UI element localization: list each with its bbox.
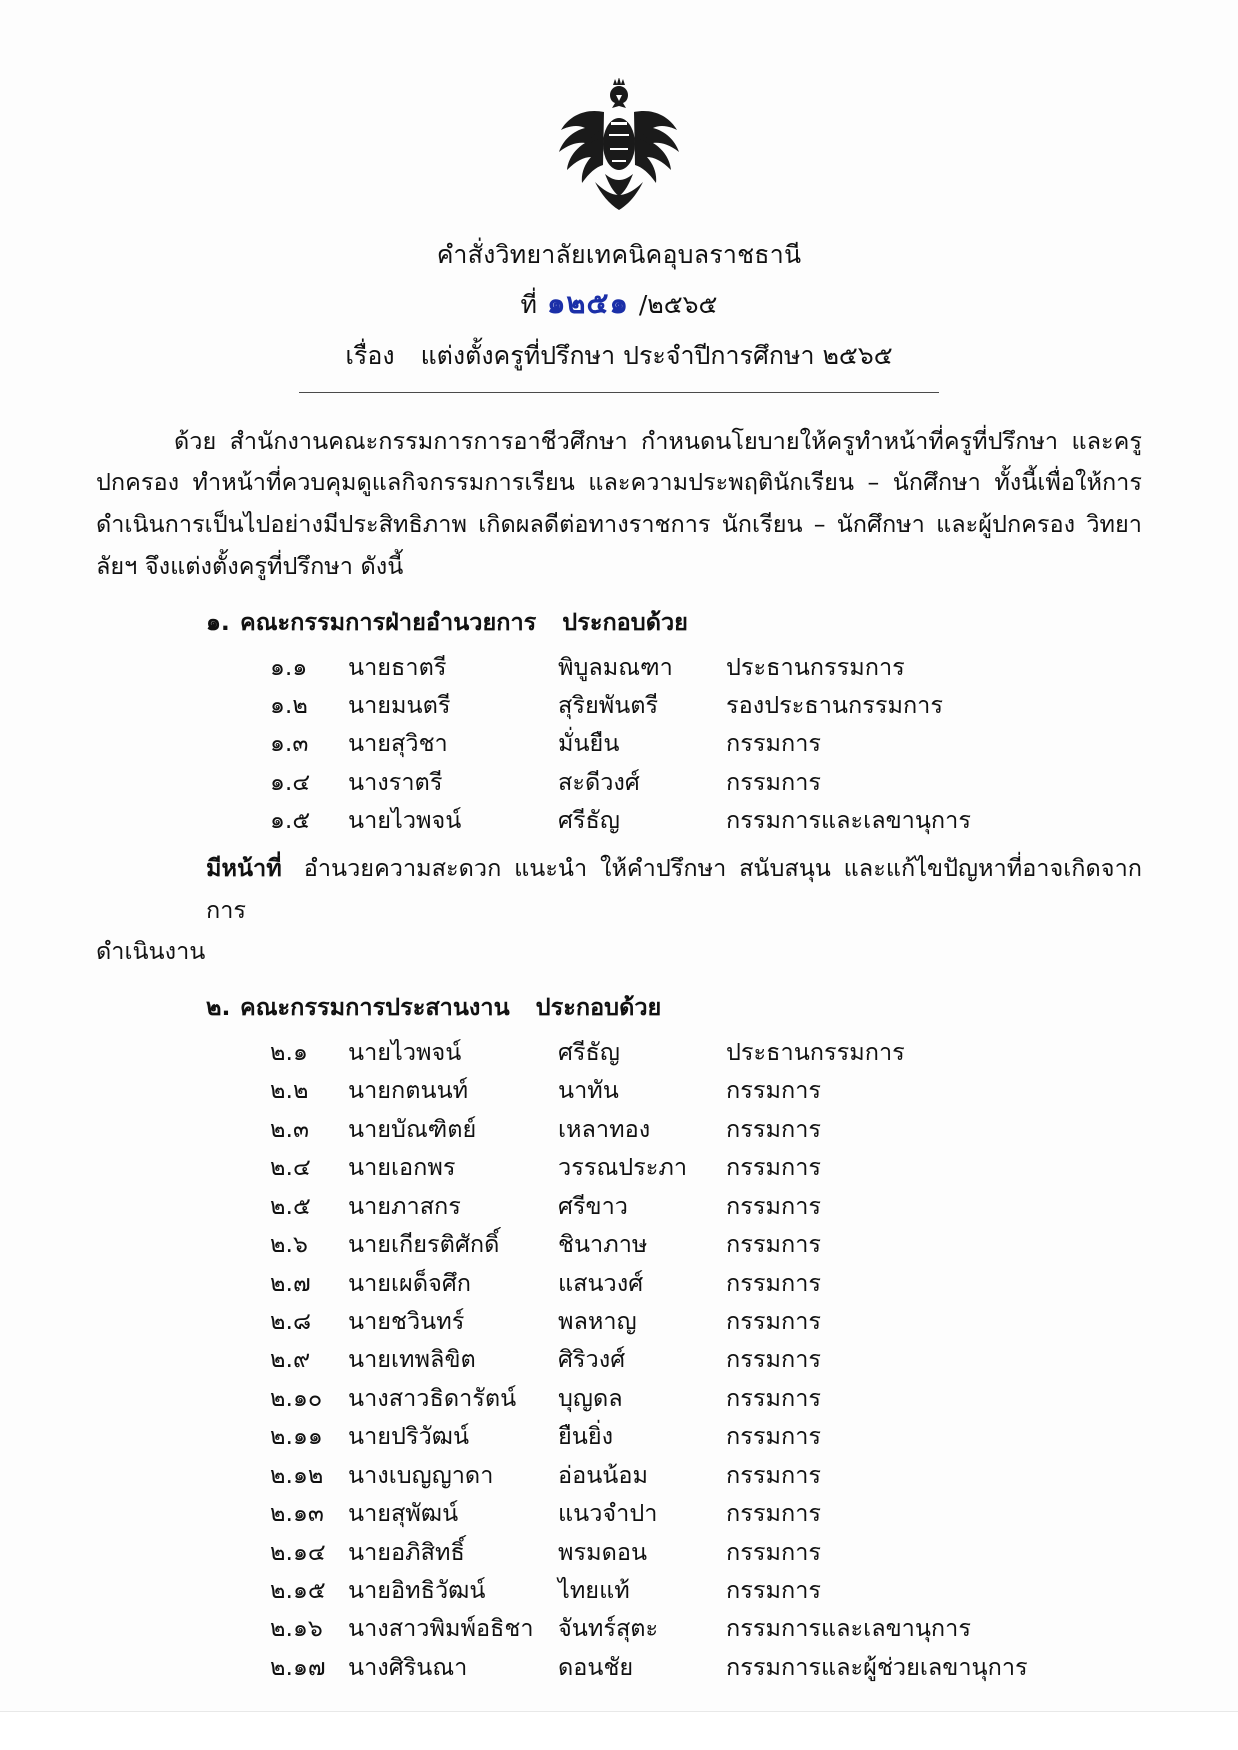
subject-text: แต่งตั้งครูที่ปรึกษา ประจำปีการศึกษา ๒๕๖๕ bbox=[420, 340, 893, 370]
document-number-line bbox=[0, 280, 1238, 326]
member-surname: ดอนชัย bbox=[558, 1652, 634, 1681]
section-number-1: ๑. bbox=[206, 607, 230, 636]
member-number: ๒.๕ bbox=[270, 1191, 311, 1220]
member-number: ๒.๘ bbox=[270, 1307, 312, 1336]
header-divider bbox=[299, 392, 939, 393]
member-number: ๒.๑๗ bbox=[270, 1652, 326, 1681]
member-role: รองประธานกรรมการ bbox=[726, 691, 943, 720]
member-name: นายบัณฑิตย์ bbox=[348, 1114, 477, 1143]
duty-paragraph-1-cont bbox=[96, 931, 1142, 973]
member-surname: อ่อนน้อม bbox=[558, 1460, 648, 1489]
member-name: นางสาวพิมพ์อธิชา bbox=[348, 1614, 534, 1643]
member-role: กรรมการและผู้ช่วยเลขานุการ bbox=[726, 1652, 1028, 1681]
member-number: ๒.๓ bbox=[270, 1114, 310, 1143]
section-title-2: คณะกรรมการประสานงาน bbox=[240, 993, 510, 1022]
member-name: นายชวินทร์ bbox=[348, 1307, 465, 1336]
member-role: ประธานกรรมการ bbox=[726, 652, 905, 681]
document-number-separator: / bbox=[638, 289, 648, 319]
member-number: ๒.๔ bbox=[270, 1153, 311, 1182]
member-name: นายสุพัฒน์ bbox=[348, 1499, 459, 1528]
table-row bbox=[270, 1648, 1046, 1686]
table-row bbox=[270, 1456, 1046, 1494]
table-row bbox=[270, 1033, 1046, 1071]
document-year: ๒๕๖๕ bbox=[647, 289, 718, 319]
member-surname: มั่นยืน bbox=[558, 729, 620, 758]
member-number: ๑.๔ bbox=[270, 767, 311, 796]
section-number-2: ๒. bbox=[206, 993, 231, 1022]
section-title-1: คณะกรรมการฝ่ายอำนวยการ bbox=[240, 607, 537, 636]
member-role: กรรมการ bbox=[726, 1499, 822, 1528]
page-title: คำสั่งวิทยาลัยเทคนิคอุบลราชธานี bbox=[436, 240, 802, 269]
intro-paragraph bbox=[96, 421, 1142, 588]
member-name: นายเผด็จศึก bbox=[348, 1268, 472, 1297]
member-name: นางศิรินณา bbox=[348, 1652, 468, 1681]
member-surname: ศรีธัญ bbox=[558, 1038, 620, 1067]
member-surname: ศิริวงศ์ bbox=[558, 1345, 626, 1374]
member-name: นายสุวิชา bbox=[348, 729, 448, 758]
document-number-value: ๑๒๕๑ bbox=[546, 285, 629, 320]
member-role: กรรมการ bbox=[726, 1230, 822, 1259]
member-surname: แสนวงศ์ bbox=[558, 1268, 644, 1297]
document-number-label: ที่ bbox=[520, 289, 538, 319]
member-role: กรรมการ bbox=[726, 1383, 822, 1412]
member-surname: ไทยแท้ bbox=[558, 1575, 630, 1604]
member-name: นายอภิสิทธิ์ bbox=[348, 1537, 465, 1566]
member-number: ๒.๑๕ bbox=[270, 1575, 326, 1604]
member-number: ๑.๒ bbox=[270, 691, 308, 720]
member-number: ๒.๒ bbox=[270, 1076, 309, 1105]
member-name: นางสาวธิดารัตน์ bbox=[348, 1383, 517, 1412]
subject-label: เรื่อง bbox=[345, 340, 395, 370]
member-surname: เหลาทอง bbox=[558, 1114, 651, 1143]
section-heading-2 bbox=[96, 987, 1142, 1029]
document-header bbox=[0, 236, 1238, 393]
member-surname: ยืนยิ่ง bbox=[558, 1422, 614, 1451]
member-number: ๑.๑ bbox=[270, 652, 308, 681]
member-surname: วรรณประภา bbox=[558, 1153, 688, 1182]
member-role: กรรมการ bbox=[726, 1268, 822, 1297]
intro-paragraph-text: ด้วย สำนักงานคณะกรรมการการอาชีวศึกษา กำหนดนโยบายให้ครูทำหน้าที่ครูที่ปรึกษา และครูปกครอง ทำหน้าที่ควบคุมดูแลกิจกรรมการเรียน และความประพฤตินักเรียน – นักศึกษา ทั้งนี้เพื่อให้การดำเนินการเป็นไปอย่างมีประสิทธิภาพ เกิดผลดีต่อทางราชการ นักเรียน – นักศึกษา และผู้ปกครอง วิทยาลัยฯ จึงแต่งตั้งครูที่ปรึกษา ดังนี้ bbox=[96, 426, 1142, 580]
table-row bbox=[270, 1071, 1046, 1109]
table-row bbox=[270, 686, 1046, 724]
table-row bbox=[270, 763, 1046, 801]
table-row bbox=[270, 801, 1046, 839]
table-row bbox=[270, 1225, 1046, 1263]
table-row bbox=[270, 1379, 1046, 1417]
member-number: ๒.๑๓ bbox=[270, 1499, 324, 1528]
member-surname: สะดีวงศ์ bbox=[558, 767, 640, 796]
duty-paragraph-1 bbox=[96, 848, 1142, 932]
member-surname: พิบูลมณฑา bbox=[558, 652, 673, 681]
table-row bbox=[270, 1110, 1046, 1148]
member-number: ๒.๗ bbox=[270, 1268, 311, 1297]
duty-label: มีหน้าที่ bbox=[206, 853, 282, 882]
member-role: กรรมการและเลขานุการ bbox=[726, 1614, 971, 1643]
emblem-container bbox=[0, 0, 1238, 218]
member-name: นายเอกพร bbox=[348, 1153, 456, 1182]
table-row bbox=[270, 1187, 1046, 1225]
section-heading-1 bbox=[96, 602, 1142, 644]
member-role: กรรมการ bbox=[726, 729, 822, 758]
member-role: กรรมการ bbox=[726, 1076, 822, 1105]
table-row bbox=[270, 648, 1046, 686]
member-name: นายกตนนท์ bbox=[348, 1076, 469, 1105]
member-table-1 bbox=[270, 648, 1046, 840]
member-number: ๒.๑๑ bbox=[270, 1422, 323, 1451]
member-role: กรรมการ bbox=[726, 767, 822, 796]
member-name: นายมนตรี bbox=[348, 691, 451, 720]
member-role: กรรมการ bbox=[726, 1460, 822, 1489]
table-row bbox=[270, 1533, 1046, 1571]
member-role: กรรมการ bbox=[726, 1307, 822, 1336]
member-role: กรรมการ bbox=[726, 1422, 822, 1451]
member-name: นายอิทธิวัฒน์ bbox=[348, 1575, 486, 1604]
member-table-2 bbox=[270, 1033, 1046, 1686]
member-role: กรรมการ bbox=[726, 1153, 822, 1182]
table-row bbox=[270, 1417, 1046, 1455]
member-name: นายไวพจน์ bbox=[348, 806, 462, 835]
table-row bbox=[270, 1148, 1046, 1186]
member-role: กรรมการ bbox=[726, 1575, 822, 1604]
member-name: นายเกียรติศักดิ์ bbox=[348, 1230, 500, 1259]
garuda-emblem bbox=[555, 78, 683, 218]
member-number: ๒.๑๒ bbox=[270, 1460, 324, 1489]
table-row bbox=[270, 1302, 1046, 1340]
member-number: ๒.๑๐ bbox=[270, 1383, 323, 1412]
duty-text-continuation: ดำเนินงาน bbox=[96, 937, 206, 966]
member-surname: พรมดอน bbox=[558, 1537, 648, 1566]
member-surname: ศรีขาว bbox=[558, 1191, 628, 1220]
member-number: ๑.๓ bbox=[270, 729, 309, 758]
section-suffix-1: ประกอบด้วย bbox=[562, 607, 688, 636]
member-name: นายเทพลิขิต bbox=[348, 1345, 476, 1374]
member-number: ๒.๙ bbox=[270, 1345, 311, 1374]
table-row bbox=[270, 1609, 1046, 1647]
table-row bbox=[270, 1571, 1046, 1609]
member-number: ๒.๖ bbox=[270, 1230, 308, 1259]
document-subject-line bbox=[0, 336, 1238, 376]
member-role: ประธานกรรมการ bbox=[726, 1038, 905, 1067]
member-role: กรรมการ bbox=[726, 1191, 822, 1220]
member-role: กรรมการ bbox=[726, 1537, 822, 1566]
section-suffix-2: ประกอบด้วย bbox=[535, 993, 662, 1022]
table-row bbox=[270, 1494, 1046, 1532]
member-surname: จันทร์สุตะ bbox=[558, 1614, 659, 1643]
member-name: นายธาตรี bbox=[348, 652, 447, 681]
member-surname: ชินาภาษ bbox=[558, 1230, 648, 1259]
member-name: นายไวพจน์ bbox=[348, 1038, 462, 1067]
member-name: นายภาสกร bbox=[348, 1191, 461, 1220]
member-surname: ศรีธัญ bbox=[558, 806, 620, 835]
page-bottom-margin bbox=[0, 1711, 1238, 1750]
member-name: นายปริวัฒน์ bbox=[348, 1422, 470, 1451]
member-name: นางเบญญาดา bbox=[348, 1460, 494, 1489]
member-surname: สุริยพันตรี bbox=[558, 691, 659, 720]
member-surname: แนวจำปา bbox=[558, 1499, 658, 1528]
member-number: ๒.๑๔ bbox=[270, 1537, 326, 1566]
member-surname: บุญดล bbox=[558, 1383, 623, 1412]
member-number: ๒.๑๖ bbox=[270, 1614, 323, 1643]
duty-text: อำนวยความสะดวก แนะนำ ให้คำปรึกษา สนับสนุน และแก้ไขปัญหาที่อาจเกิดจากการ bbox=[206, 853, 1142, 924]
member-role: กรรมการ bbox=[726, 1114, 822, 1143]
member-number: ๒.๑ bbox=[270, 1038, 308, 1067]
document-body bbox=[96, 421, 1142, 1747]
table-row bbox=[270, 1340, 1046, 1378]
member-surname: พลหาญ bbox=[558, 1307, 637, 1336]
member-name: นางราตรี bbox=[348, 767, 443, 796]
member-role: กรรมการ bbox=[726, 1345, 822, 1374]
member-role: กรรมการและเลขานุการ bbox=[726, 806, 971, 835]
table-row bbox=[270, 1264, 1046, 1302]
member-surname: นาทัน bbox=[558, 1076, 619, 1105]
member-number: ๑.๕ bbox=[270, 806, 311, 835]
table-row bbox=[270, 724, 1046, 762]
